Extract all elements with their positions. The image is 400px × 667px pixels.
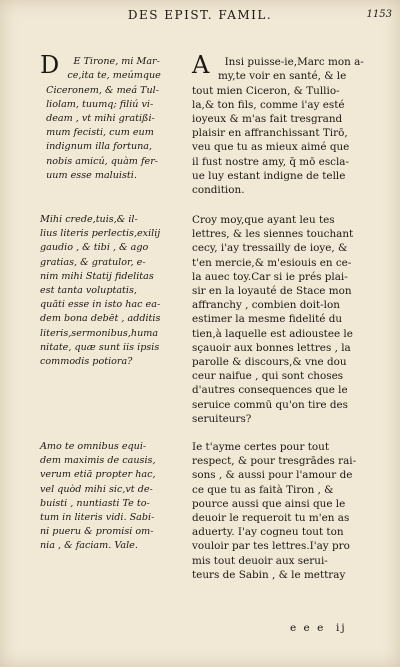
latin-paragraph-1 xyxy=(40,41,175,197)
latin-text-1: E Tirone, mi Mar- ce,ita te, meúmque Ciceronem, & meá Tul- liolam, tuumq; filiú vi- deam , vt mihi gratißi- mum fecisti, cum eum indignum illa fortuna, nobis amicú, quàm fer- uum esse maluisti. xyxy=(46,56,161,181)
french-paragraph-3: Ie t'ayme certes pour tout respect, & pour tresgrādes rai- sons , & aussi pour l'amour de ce que tu as faità Tiron , & pource aussi que ainsi que le deuoir le requeroit tu m'en as aduerty. I'ay cogneu tout ton vouloir par tes lettres.I'ay pro mis tout deuoir aux serui- teurs de Sabin , & le mettray xyxy=(192,441,357,581)
latin-drop-cap: D xyxy=(40,51,60,80)
french-paragraph-2: Croy moy,que ayant leu tes lettres, & les siennes touchant cecy, i'ay tressailly de ioye, & t'en mercie,& m'esiouis en ce- la auec toy.Car si ie prés plai- sir en la loyauté de Stace mon affranchy , combien doit-lon estimer la mesme fidelité du tien,à laquelle est adioustee le sçauoir aux bonnes lettres , la parolle & discours,& vne dou ceur naifue , qui sont choses d'autres consequences que le seruice commū qu'on tire des seruiteurs? xyxy=(192,214,354,425)
running-title: DES EPIST. FAMIL. xyxy=(127,8,273,22)
french-paragraph-1 xyxy=(192,41,392,211)
french-text-1: Insi puisse-ie,Marc mon a- my,te voir en santé, & le tout mien Ciceron, & Tullio- la,& ton fils, comme i'ay esté ioyeux & m'as fait tresgrand plaisir en affranchissant Tirō, veu que tu as mieux aimé que il fust nostre amy, q̄ mō escla- ue luy estant indigne de telle condition. xyxy=(192,56,364,197)
french-drop-cap: A xyxy=(192,51,210,80)
page-number: 1153 xyxy=(366,9,392,20)
latin-paragraph-3: Amo te omnibus equi- dem maximis de causis, verum etiā propter hac, vel quòd mihi sic,vt de- buisti , nuntiasti Te to- tum in literis vidi. Sabi- ni pueru & promisi om- nia , & faciam. Vale. xyxy=(40,441,156,552)
page-header xyxy=(0,8,400,26)
latin-paragraph-2: Mihi crede,tuis,& il- lius literis perlectis,exilij gaudio , & tibi , & ago gratias, & gratulor, e- nim mihi Statij fidelitas est tanta voluptatis, quāti esse in isto hac ea- dem bona debēt , additis literis,sermonibus,huma nitate, quæ sunt iis ipsis commodis potiora? xyxy=(40,214,161,368)
signature-mark: e e e ij xyxy=(290,622,347,634)
